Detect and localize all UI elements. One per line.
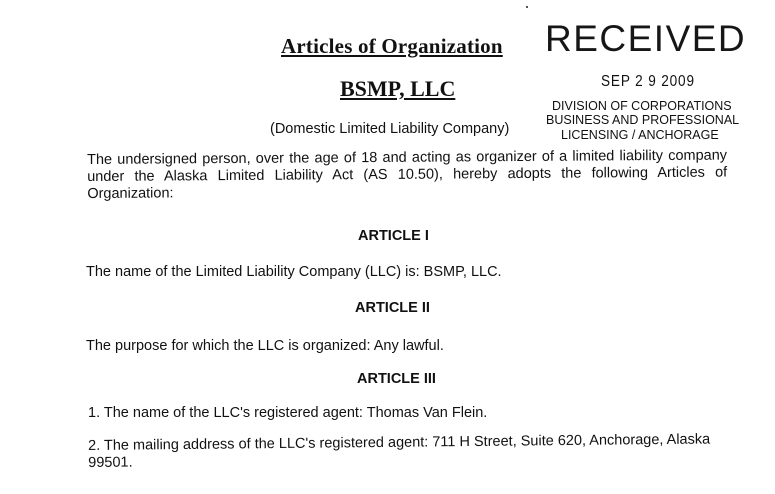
stamp-division-line: DIVISION OF CORPORATIONS — [552, 99, 732, 113]
stamp-division-line: LICENSING / ANCHORAGE — [561, 128, 719, 142]
scan-speck — [526, 6, 528, 8]
article-1-heading: ARTICLE I — [358, 228, 429, 244]
article-3-item-1: 1. The name of the LLC's registered agent: Thomas Van Flein. — [88, 405, 488, 421]
article-3-heading: ARTICLE III — [357, 371, 436, 387]
stamp-division-line: BUSINESS AND PROFESSIONAL — [546, 113, 740, 127]
company-name: BSMP, LLC — [340, 76, 456, 101]
article-2-text: The purpose for which the LLC is organized: Any lawful. — [86, 338, 444, 354]
article-2-heading: ARTICLE II — [355, 300, 430, 316]
document-title: Articles of Organization — [281, 34, 503, 58]
article-1-text: The name of the Limited Liability Company (LLC) is: BSMP, LLC. — [86, 264, 502, 280]
company-type: (Domestic Limited Liability Company) — [270, 121, 510, 137]
intro-paragraph: The undersigned person, over the age of 18 and acting as organizer of a limited liability company under the Alaska Limited Liability Act (AS 10.50), hereby adopts the following Articles of Organization: — [87, 147, 728, 202]
article-3-item-2: 2. The mailing address of the LLC's registered agent: 711 H Street, Suite 620, Anchorage, Alaska 99501. — [88, 431, 711, 471]
stamp-date: SEP 2 9 2009 — [601, 73, 695, 90]
stamp-received-text: RECEIVED — [545, 18, 747, 59]
